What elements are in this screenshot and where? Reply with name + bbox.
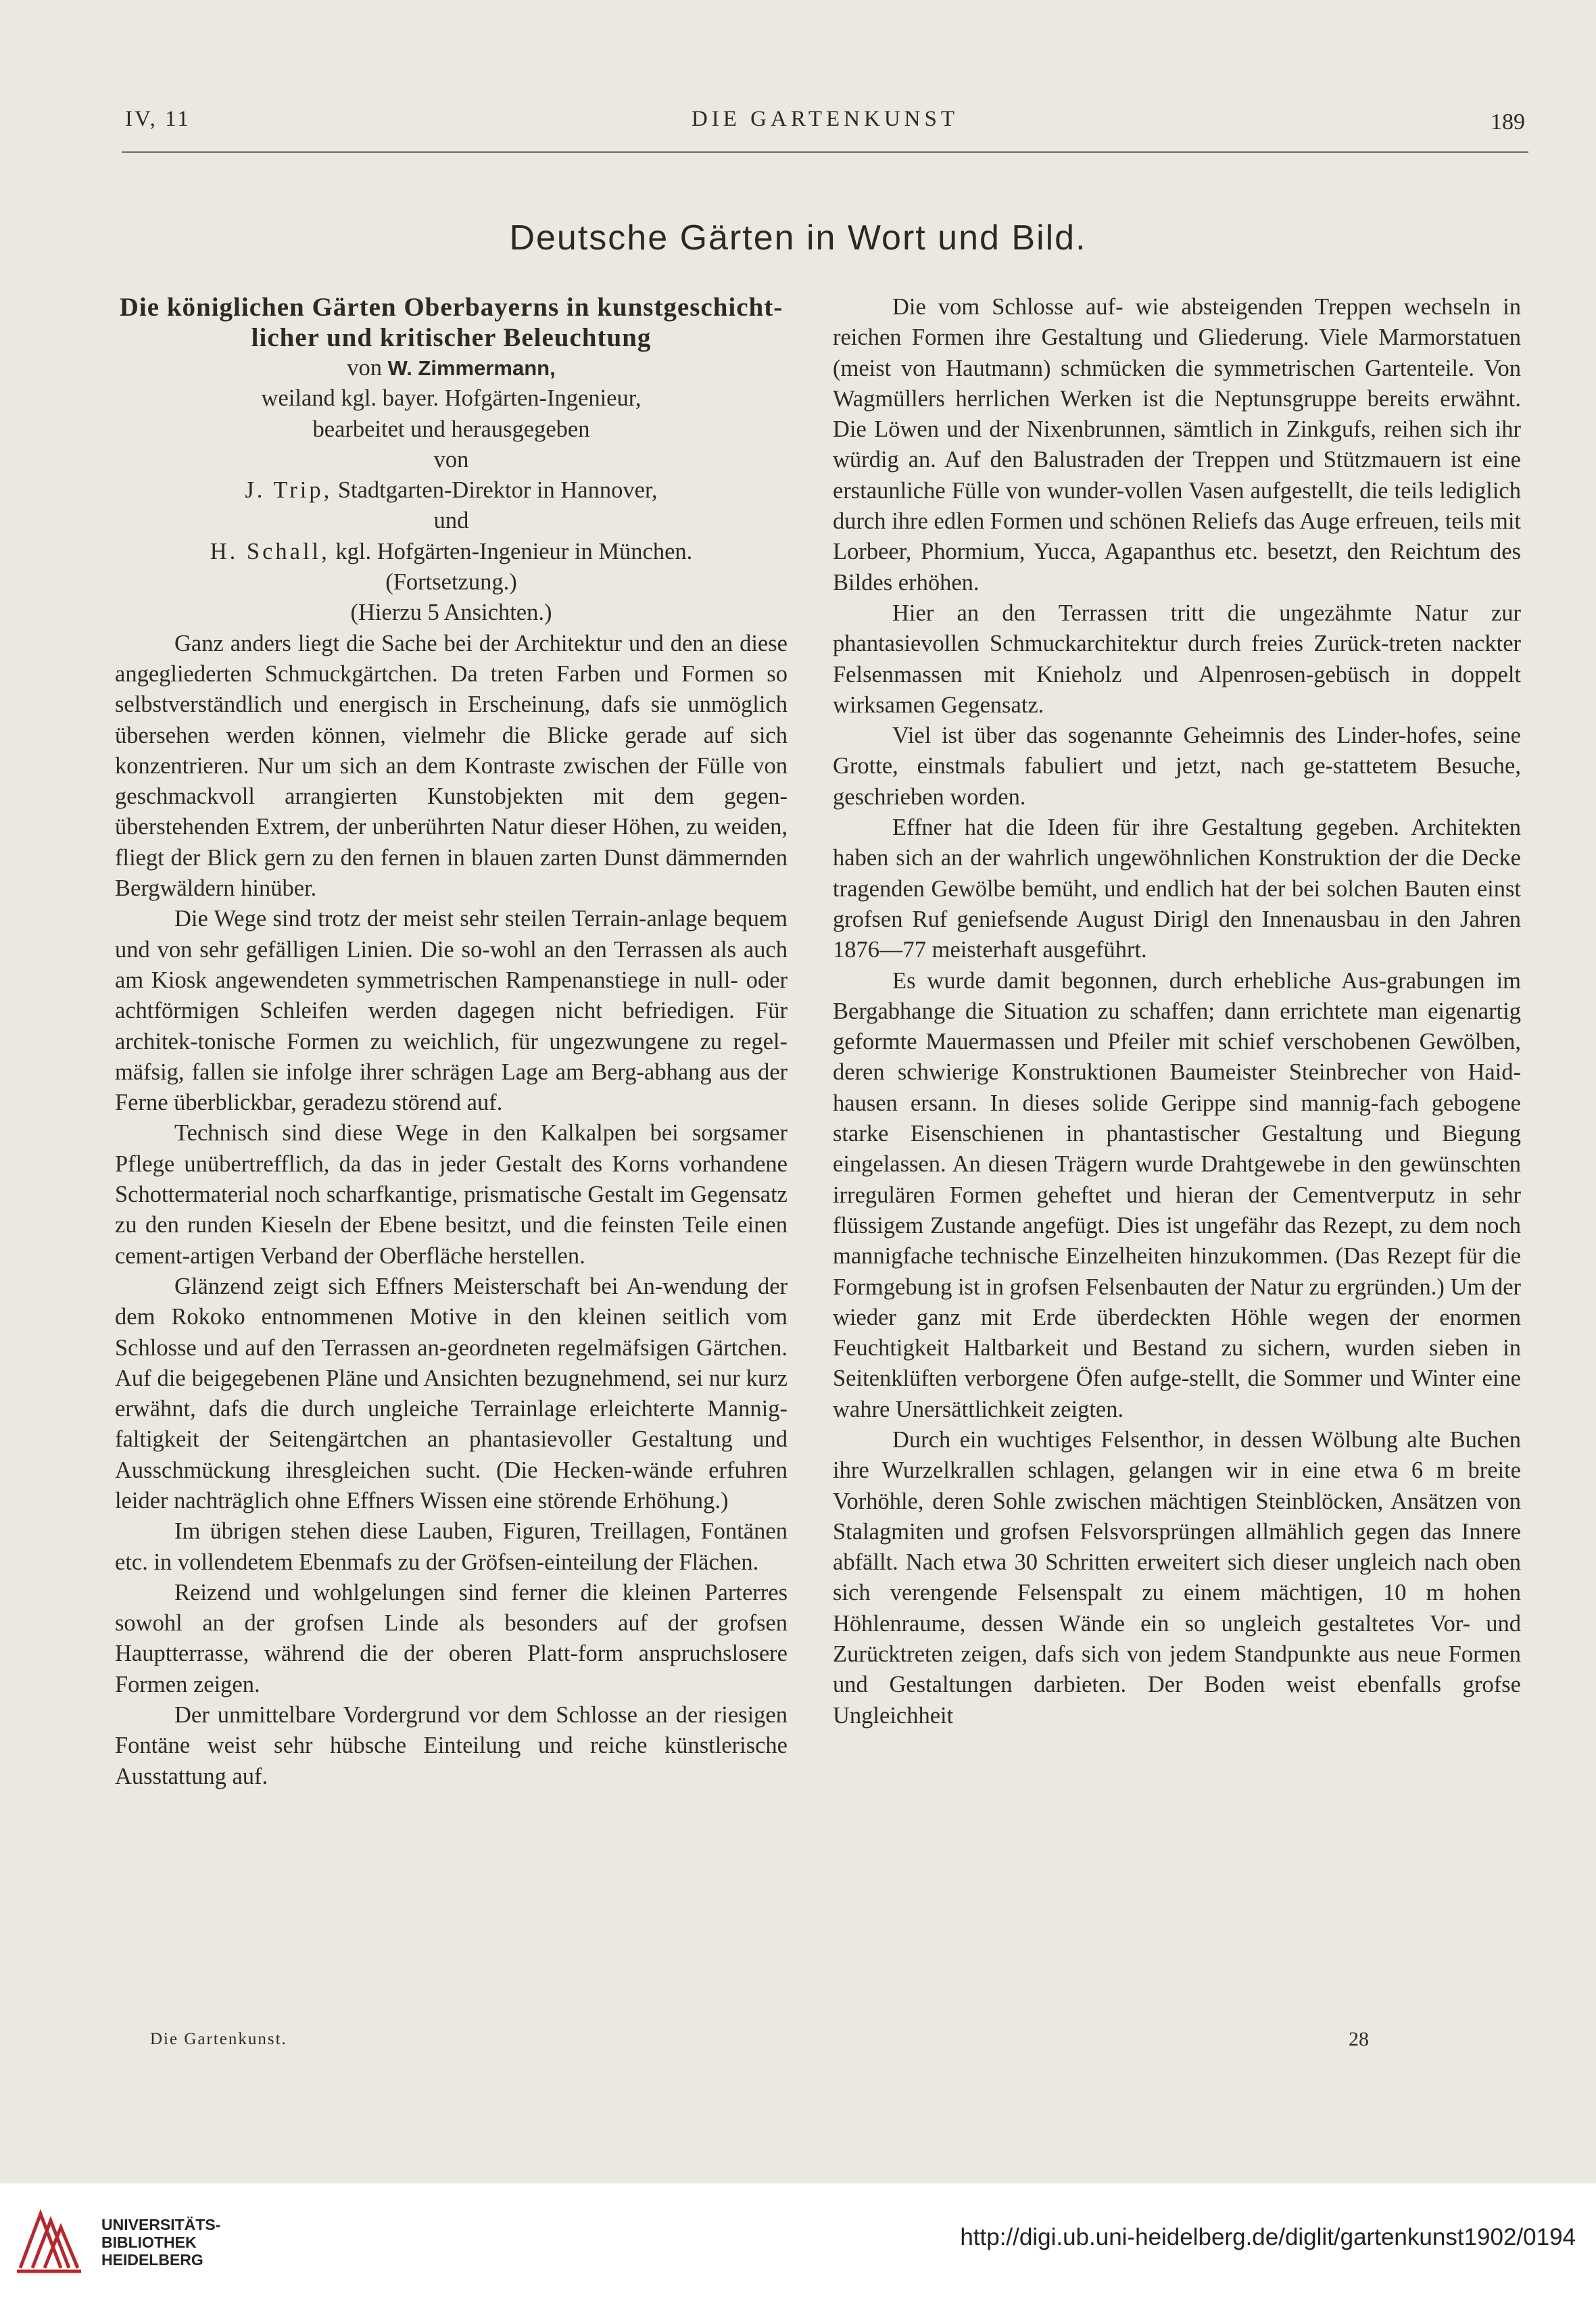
library-name — [101, 2216, 220, 2269]
paragraph: Durch ein wuchtiges Felsenthor, in dessen Wölbung alte Buchen ihre Wurzelkrallen schlagen, gelangen wir in eine etwa 6 m breite Vorhöhle, deren Sohle zwischen mächtigen Steinblöcken, Ansätzen von Stalagmiten und grofsen Felsvorsprüngen allmählich gegen das Innere abfällt. Nach etwa 30 Schritten erweitert sich dieser ungleich nach oben sich verengende Felsenspalt zu einem mächtigen, 10 m hohen Höhlenraume, dessen Wände ein so ungleich gestaltetes Vor- und Zurücktreten zeigen, dafs sich von jedem Standpunkte aus neue Formen und Gestaltungen darbieten. Der Boden weist ebenfalls grofse Ungleichheit — [833, 1426, 1521, 1728]
section-title: Deutsche Gärten in Wort und Bild. — [509, 218, 1087, 258]
continuation-note: (Fortsetzung.) — [385, 569, 517, 596]
library-name-line1: UNIVERSITÄTS- — [101, 2216, 221, 2233]
paragraph: Die Wege sind trotz der meist sehr steilen Terrain-anlage bequem und von sehr gefälligen Linien. Die so-wohl an den Terrassen als auch am Kiosk angewendeten symmetrischen Rampenanstiege in null- oder achtförmigen Schleifen werden dagegen nicht befriedigen. Für architek-tonische Formen zu weichlich, für ungezwungene zu regel-mäfsig, fallen sie infolge ihrer schrägen Lage am Berg-abhang aus der Ferne überblickbar, geradezu störend auf. — [115, 906, 788, 1116]
paragraph: Die vom Schlosse auf- wie absteigenden Treppen wechseln in reichen Formen ihre Gestaltung und Gliederung. Viele Marmorstatuen (meist von Hautmann) schmücken die symmetrischen Gartenteile. Von Wagmüllers herrlichen Werken ist die Neptunsgruppe bereits erwähnt. Die Löwen und der Nixenbrunnen, sämtlich in Zinkgufs, reihen sich ihr würdig an. Auf den Balustraden der Treppen und Stützmauern ist eine erstaunliche Fülle von wunder-vollen Vasen aufgestellt, die teils lediglich durch ihre edlen Formen und schönen Reliefs das Auge erfreuen, teils mit Lorbeer, Phormium, Yucca, Agapanthus etc. besetzt, den Reichtum des Bildes erhöhen. — [833, 294, 1521, 596]
editor1-role: Stadtgarten-Direktor in Hannover, — [337, 477, 658, 504]
paragraph: Der unmittelbare Vordergrund vor dem Schlosse an der riesigen Fontäne weist sehr hübsche Einteilung und reiche künstlerische Ausstattung auf. — [115, 1702, 788, 1789]
paragraph: Es wurde damit begonnen, durch erhebliche Aus-grabungen im Bergabhange die Situation zu schaffen; dann errichtete man eigenartig geformte Mauermassen und Pfeiler mit schief verschobenen Gewölben, deren schwierige Konstruktionen Baumeister Steinbrecher von Haid-hausen ersann. In dieses solide Gerippe sind mannig-fach gebogene starke Eisenschienen in phantastischer Gestaltung und Biegung eingelassen. An diesen Trägern wurde Drahtgewebe in den gewünschten irregulären Formen geheftet und hieran der Cementverputz in sehr flüssigem Zustande angefügt. Dies ist ungefähr das Rezept, zu dem noch mannigfache technische Einzelheiten hinzukommen. (Das Rezept für die Formgebung ist in grofsen Felsenbauten der Natur zu ergründen.) Um der wieder ganz mit Erde überdeckten Höhle wegen der enormen Feuchtigkeit Haltbarkeit und Bestand zu sichern, wurden sieben in Seitenklüften verborgene Öfen aufge-stellt, die Sommer und Winter eine wahre Unersättlichkeit zeigten. — [833, 967, 1521, 1422]
editor2 — [115, 537, 788, 567]
paragraph: Reizend und wohlgelungen sind ferner die kleinen Parterres sowohl an der grofsen Linde als besonders auf der grofsen Hauptterrasse, während die der oberen Platt-form anspruchslosere Formen zeigen. — [115, 1579, 788, 1697]
running-head — [125, 107, 1525, 141]
editor1 — [115, 475, 788, 506]
author-role: weiland kgl. bayer. Hofgärten-Ingenieur, — [261, 385, 642, 412]
byline-prefix: von — [347, 355, 383, 381]
source-url-link[interactable]: http://digi.ub.uni-heidelberg.de/diglit/gartenkunst1902/0194 — [960, 2224, 1576, 2250]
signature-mark: 28 — [1349, 2028, 1369, 2050]
views-note: (Hierzu 5 Ansichten.) — [350, 600, 552, 626]
page-number: 189 — [1491, 110, 1525, 135]
footer-journal: Die Gartenkunst. — [150, 2030, 287, 2048]
paragraph: Glänzend zeigt sich Effners Meisterschaft bei An-wendung der dem Rokoko entnommenen Motive in den kleinen seitlich vom Schlosse und auf den Terrassen an-geordneten regelmäfsigen Gärtchen. Auf die beigegebenen Pläne und Ansichten bezugnehmend, sei nur kurz erwähnt, dafs die durch ungleiche Terrainlage erleichterte Mannig-faltigkeit der Seitengärtchen an phantasievoller Gestaltung und Ausschmückung ihresgleichen sucht. (Die Hecken-wände erfuhren leider nachträglich ohne Effners Wissen eine störende Erhöhung.) — [115, 1273, 788, 1514]
editor2-name: H. Schall, — [210, 538, 330, 564]
article-title-line1: Die königlichen Gärten Oberbayerns in kunstgeschicht- — [119, 293, 783, 322]
right-column — [833, 292, 1521, 1731]
volume-issue: IV, 11 — [125, 107, 191, 131]
von-line: von — [433, 446, 469, 473]
paragraph: Effner hat die Ideen für ihre Gestaltung gegeben. Architekten haben sich an der wahrlich ungewöhnlichen Konstruktion der die Decke tragenden Gewölbe bemüht, und endlich hat der bei solchen Bauten einst grofsen Ruf geniefsende August Dirigl den Innenausbau in den Jahren 1876—77 meisterhaft ausgeführt. — [833, 815, 1521, 963]
paragraph: Hier an den Terrassen tritt die ungezähmte Natur zur phantasievollen Schmuckarchitektur durch freies Zurück-treten nackter Felsenmassen mit Knieholz und Alpenrosen-gebüsch in doppelt wirksamen Gegensatz. — [833, 600, 1521, 718]
library-name-line3: HEIDELBERG — [101, 2251, 203, 2269]
editor1-name: J. Trip, — [245, 477, 333, 504]
library-bar — [0, 2183, 1596, 2297]
article-title-line2: licher und kritischer Beleuchtung — [251, 323, 652, 352]
byline — [115, 353, 788, 383]
paragraph: Viel ist über das sogenannte Geheimnis des Linder-hofes, seine Grotte, einstmals fabuliert und jetzt, nach ge-stattetem Besuche, geschrieben worden. — [833, 723, 1521, 810]
paragraph: Ganz anders liegt die Sache bei der Architektur und den an diese angegliederten Schmuckgärtchen. Da treten Farben und Formen so selbstverständlich und energisch in Erscheinung, dafs sie unmöglich übersehen werden können, vielmehr die Blicke gerade auf sich konzentrieren. Nur um sich an dem Kontraste zwischen der Fülle von geschmackvoll arrangierten Kunstobjekten mit dem gegen-überstehenden Extrem, der unberührten Natur dieser Höhen, zu weiden, fliegt der Blick gern zu den fernen in blauen zarten Dunst dämmernden Bergwäldern hinüber. — [115, 630, 788, 902]
editor2-role: kgl. Hofgärten-Ingenieur in München. — [335, 538, 693, 564]
left-column — [115, 292, 788, 1792]
library-name-line2: BIBLIOTHEK — [101, 2233, 197, 2251]
paragraph: Im übrigen stehen diese Lauben, Figuren, Treillagen, Fontänen etc. in vollendetem Ebenmafs zu der Gröfsen-einteilung der Flächen. — [115, 1518, 788, 1575]
library-logo-icon — [14, 2204, 88, 2278]
author-name: W. Zimmermann, — [387, 356, 556, 380]
header-rule — [122, 151, 1528, 153]
und-line: und — [433, 508, 469, 534]
paragraph: Technisch sind diese Wege in den Kalkalpen bei sorgsamer Pflege unübertrefflich, da das in jeder Gestalt des Korns vorhandene Schottermaterial noch scharfkantige, prismatische Gestalt im Gegensatz zu den runden Kieseln der Ebene besitzt, und die feinsten Teile einen cement-artigen Verband der Oberfläche herstellen. — [115, 1120, 788, 1269]
edited-note: bearbeitet und herausgegeben — [312, 416, 590, 442]
journal-title: DIE GARTENKUNST — [691, 107, 959, 131]
